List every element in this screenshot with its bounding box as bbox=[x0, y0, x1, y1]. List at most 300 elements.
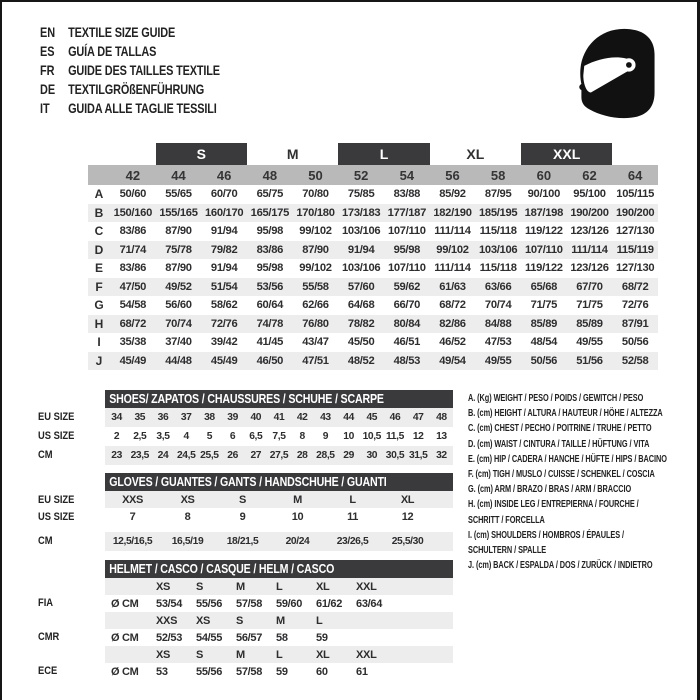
measure-value: 35/38 bbox=[119, 336, 147, 349]
measure-value: 48/54 bbox=[530, 336, 558, 349]
measure-value: 123/126 bbox=[570, 225, 609, 238]
shoes-cell: 31,5 bbox=[408, 450, 428, 461]
shoes-cell: 27,5 bbox=[269, 450, 289, 461]
helmet-size-cell: XXL bbox=[356, 580, 377, 593]
gloves-title: GLOVES / GUANTES / GANTS / HANDSCHUHE / GUANTI bbox=[109, 475, 387, 489]
gloves-cell: 23/26,5 bbox=[336, 536, 369, 547]
shoes-cell: 46 bbox=[389, 412, 401, 423]
diameter-cm-label: Ø CM bbox=[111, 665, 139, 678]
measure-value: 63/66 bbox=[484, 280, 512, 293]
measure-letter: E bbox=[94, 261, 103, 276]
helmet-size-cell: XXS bbox=[156, 614, 178, 627]
helmet-value-cell: 59 bbox=[316, 631, 328, 644]
measure-value: 99/102 bbox=[299, 262, 332, 275]
size-50: 50 bbox=[308, 167, 323, 183]
gloves-cell: 18/21,5 bbox=[226, 536, 259, 547]
measure-value: 127/130 bbox=[615, 225, 655, 238]
helmet-size-table bbox=[105, 578, 453, 680]
shoes-cell: 30,5 bbox=[385, 450, 405, 461]
measure-value: 45/49 bbox=[210, 354, 238, 367]
helmet-size-cell: XXL bbox=[356, 648, 377, 661]
size-group-xxl: XXL bbox=[521, 143, 612, 165]
gloves-cell: M bbox=[293, 493, 302, 506]
frame-top-edge bbox=[0, 0, 700, 2]
measure-value: 87/90 bbox=[165, 225, 192, 238]
measure-value: 54/58 bbox=[119, 299, 147, 312]
gloves-cell: 25,5/30 bbox=[391, 536, 424, 547]
measure-value: 160/170 bbox=[204, 206, 244, 219]
shoes-cell: 37 bbox=[180, 412, 192, 423]
measure-row-c bbox=[88, 222, 658, 241]
size-group-s: S bbox=[156, 143, 247, 165]
measure-value: 44/48 bbox=[165, 354, 192, 367]
gloves-us-row bbox=[105, 508, 453, 525]
measure-row-i bbox=[88, 333, 658, 352]
measure-letter: F bbox=[95, 279, 103, 294]
gloves-cm-label: CM bbox=[38, 535, 53, 547]
measure-value: 83/86 bbox=[119, 225, 147, 238]
gloves-cell: 9 bbox=[239, 510, 246, 523]
measure-value: 37/40 bbox=[165, 336, 192, 349]
legend-line: C. (cm) CHEST / PECHO / POITRINE / TRUHE / PETTO bbox=[468, 422, 652, 435]
measure-value: 103/106 bbox=[478, 243, 518, 256]
measure-value: 90/100 bbox=[527, 188, 561, 201]
gloves-cm-row bbox=[105, 532, 453, 551]
measure-value: 95/98 bbox=[393, 243, 421, 256]
shoes-cell: 28 bbox=[296, 450, 308, 461]
measure-value: 65/75 bbox=[256, 188, 284, 201]
shoes-cell: 44 bbox=[343, 412, 354, 423]
measure-value: 83/88 bbox=[393, 188, 421, 201]
measure-value: 111/114 bbox=[571, 243, 608, 256]
shoes-cell: 24,5 bbox=[176, 450, 196, 461]
gloves-cell: 12,5/16,5 bbox=[112, 536, 153, 547]
shoes-cell: 24 bbox=[157, 450, 169, 461]
helmet-size-cell: XS bbox=[156, 648, 171, 661]
shoes-cell: 23,5 bbox=[130, 450, 150, 461]
helmet-value-cell: 58 bbox=[276, 631, 288, 644]
shoes-cell: 38 bbox=[204, 412, 215, 423]
gloves-eu-row bbox=[105, 491, 453, 508]
measure-value: 66/70 bbox=[393, 299, 421, 312]
helmet-value-cell: 53 bbox=[156, 665, 168, 678]
language-code: DE bbox=[40, 81, 56, 97]
shoes-cell: 29 bbox=[343, 450, 354, 461]
shoes-cell: 10,5 bbox=[362, 431, 382, 442]
measure-value: 52/58 bbox=[621, 354, 649, 367]
helmet-value-cell: 52/53 bbox=[156, 631, 183, 644]
measure-value: 68/72 bbox=[439, 299, 466, 312]
helmet-sizes-row-cmr bbox=[105, 612, 453, 629]
measure-value: 182/190 bbox=[433, 206, 472, 219]
shoes-cell: 47 bbox=[412, 412, 424, 423]
shoes-cell: 48 bbox=[436, 412, 447, 423]
measure-value: 170/180 bbox=[296, 206, 335, 219]
size-60: 60 bbox=[536, 167, 552, 183]
helmet-size-cell: XS bbox=[196, 614, 211, 627]
measure-value: 103/106 bbox=[341, 262, 381, 275]
language-label: TEXTILGRÖßENFÜHRUNG bbox=[68, 81, 205, 97]
measure-value: 78/82 bbox=[347, 317, 375, 330]
measure-value: 55/65 bbox=[165, 188, 192, 201]
measure-value: 56/60 bbox=[165, 299, 192, 312]
measurement-legend bbox=[468, 391, 700, 573]
helmet-value-cell: 53/54 bbox=[156, 597, 183, 610]
measure-value: 70/74 bbox=[165, 317, 192, 330]
measure-letter: B bbox=[94, 205, 104, 220]
gloves-cell: S bbox=[239, 493, 246, 506]
measure-value: 50/56 bbox=[621, 336, 649, 349]
shoes-cell: 41 bbox=[273, 412, 285, 423]
shoes-eu-size-label: EU SIZE bbox=[38, 411, 75, 423]
measure-value: 91/94 bbox=[347, 243, 375, 256]
measure-value: 45/50 bbox=[347, 336, 375, 349]
legend-line: F. (cm) TIGH / MUSLO / CUISSE / SCHENKEL / COSCIA bbox=[468, 467, 655, 480]
size-46: 46 bbox=[216, 167, 232, 183]
measure-row-a bbox=[88, 185, 658, 204]
textile-size-table bbox=[88, 143, 658, 370]
legend-line: J. (cm) BACK / ESPALDA / DOS / ZURÜCK / INDIETRO bbox=[468, 559, 653, 572]
language-row bbox=[40, 23, 220, 42]
measure-value: 79/82 bbox=[210, 243, 238, 256]
measure-value: 87/95 bbox=[484, 188, 512, 201]
frame-left-edge bbox=[0, 0, 2, 700]
shoes-cell: 27 bbox=[250, 450, 262, 461]
measure-value: 85/89 bbox=[576, 317, 603, 330]
shoes-cell: 39 bbox=[227, 412, 238, 423]
shoes-cell: 43 bbox=[320, 412, 331, 423]
shoes-cell: 9 bbox=[322, 431, 329, 442]
measure-value: 83/86 bbox=[119, 262, 147, 275]
shoes-cell: 3,5 bbox=[156, 431, 170, 442]
measure-value: 105/115 bbox=[616, 188, 655, 201]
measure-letter: G bbox=[94, 298, 104, 313]
language-row bbox=[40, 99, 220, 118]
measure-value: 49/55 bbox=[484, 354, 512, 367]
shoes-title: SHOES/ ZAPATOS / CHAUSSURES / SCHUHE / SCARPE bbox=[109, 392, 384, 406]
helmet-values-row-ece bbox=[105, 663, 453, 680]
measure-value: 103/106 bbox=[341, 225, 381, 238]
measure-value: 41/45 bbox=[256, 336, 284, 349]
language-label: GUIDA ALLE TAGLIE TESSILI bbox=[68, 100, 217, 116]
size-62: 62 bbox=[582, 167, 597, 183]
size-42: 42 bbox=[125, 167, 141, 183]
measure-value: 91/94 bbox=[210, 225, 238, 238]
measure-value: 95/98 bbox=[256, 262, 284, 275]
helmet-value-cell: 63/64 bbox=[356, 597, 383, 610]
measure-value: 85/89 bbox=[530, 317, 558, 330]
gloves-us-size-label: US SIZE bbox=[38, 511, 75, 523]
measure-value: 64/68 bbox=[347, 299, 375, 312]
cmr-label: CMR bbox=[38, 631, 60, 643]
ece-label: ECE bbox=[38, 665, 58, 677]
gloves-cell: 8 bbox=[184, 510, 191, 523]
measure-value: 155/165 bbox=[159, 206, 198, 219]
measure-row-b bbox=[88, 204, 658, 223]
helmet-size-cell: S bbox=[196, 580, 204, 593]
gloves-cell: 7 bbox=[129, 510, 136, 523]
measure-row-j bbox=[88, 352, 658, 371]
helmet-value-cell: 59 bbox=[276, 665, 288, 678]
helmet-icon bbox=[570, 26, 665, 121]
shoes-cell: 2,5 bbox=[133, 431, 147, 442]
measure-value: 49/52 bbox=[165, 280, 192, 293]
helmet-title: HELMET / CASCO / CASQUE / HELM / CASCO bbox=[109, 562, 335, 576]
shoes-cell: 11,5 bbox=[386, 431, 404, 442]
helmet-values-row-cmr bbox=[105, 629, 453, 646]
measure-value: 185/195 bbox=[478, 206, 518, 219]
shoes-eu-row bbox=[105, 408, 453, 427]
measure-value: 60/64 bbox=[256, 299, 284, 312]
measure-value: 61/63 bbox=[439, 280, 466, 293]
shoes-cell: 25,5 bbox=[200, 450, 219, 461]
shoes-cell: 5 bbox=[206, 431, 213, 442]
gloves-cell: 10 bbox=[291, 510, 304, 523]
gloves-eu-size-label: EU SIZE bbox=[38, 494, 75, 506]
size-64: 64 bbox=[627, 167, 643, 183]
shoes-cell: 4 bbox=[183, 431, 189, 442]
helmet-value-cell: 59/60 bbox=[276, 597, 303, 610]
shoes-cm-label: CM bbox=[38, 449, 53, 461]
measure-value: 107/110 bbox=[524, 243, 563, 256]
legend-line: I. (cm) SHOULDERS / HOMBROS / ÉPAULES / bbox=[468, 528, 625, 541]
legend-line: SCHRITT / FORCELLA bbox=[468, 513, 545, 526]
measure-value: 51/54 bbox=[210, 280, 238, 293]
shoes-size-table bbox=[105, 408, 453, 465]
measure-value: 107/110 bbox=[387, 262, 426, 275]
shoes-cell: 6,5 bbox=[249, 431, 263, 442]
shoes-cell: 28,5 bbox=[316, 450, 335, 461]
gloves-cell: XXS bbox=[122, 493, 143, 506]
language-row bbox=[40, 61, 220, 80]
language-label: GUÍA DE TALLAS bbox=[68, 43, 157, 59]
measure-row-d bbox=[88, 241, 658, 260]
language-label: TEXTILE SIZE GUIDE bbox=[68, 24, 176, 40]
size-48: 48 bbox=[262, 167, 278, 183]
helmet-value-cell: 57/58 bbox=[236, 597, 263, 610]
legend-line: B. (cm) HEIGHT / ALTURA / HAUTEUR / HÖHE / ALTEZZA bbox=[468, 407, 663, 420]
measure-value: 177/187 bbox=[387, 206, 426, 219]
gloves-cell: 11 bbox=[347, 510, 358, 523]
measure-row-e bbox=[88, 259, 658, 278]
measure-value: 70/80 bbox=[302, 188, 329, 201]
size-54: 54 bbox=[399, 167, 415, 183]
language-list bbox=[40, 23, 220, 118]
size-group-xl: XL bbox=[466, 146, 485, 162]
gloves-cell: XS bbox=[180, 493, 195, 506]
helmet-size-cell: XL bbox=[316, 648, 330, 661]
helmet-title-bar bbox=[105, 560, 453, 578]
shoes-title-bar bbox=[105, 390, 453, 408]
measure-value: 51/56 bbox=[576, 354, 603, 367]
measure-value: 68/72 bbox=[621, 280, 649, 293]
measure-value: 39/42 bbox=[210, 336, 238, 349]
language-label: GUIDE DES TAILLES TEXTILE bbox=[68, 62, 220, 78]
shoes-cell: 30 bbox=[366, 450, 378, 461]
helmet-value-cell: 55/56 bbox=[196, 665, 223, 678]
shoes-cell: 7,5 bbox=[272, 431, 286, 442]
shoes-cell: 8 bbox=[299, 431, 305, 442]
measure-value: 49/55 bbox=[576, 336, 603, 349]
measure-letter: A bbox=[94, 187, 104, 202]
measure-value: 173/183 bbox=[341, 206, 381, 219]
helmet-value-cell: 55/56 bbox=[196, 597, 223, 610]
measure-value: 75/78 bbox=[165, 243, 192, 256]
shoes-cell: 36 bbox=[157, 412, 169, 423]
measure-value: 71/75 bbox=[576, 299, 603, 312]
helmet-size-cell: S bbox=[236, 614, 244, 627]
helmet-value-cell: 56/57 bbox=[236, 631, 263, 644]
gloves-cell: 12 bbox=[401, 510, 414, 523]
measure-value: 47/51 bbox=[302, 354, 329, 367]
measure-value: 47/53 bbox=[484, 336, 512, 349]
language-code: EN bbox=[40, 24, 56, 40]
language-row bbox=[40, 42, 220, 61]
helmet-size-cell: L bbox=[316, 614, 323, 627]
gloves-cell: 16,5/19 bbox=[171, 536, 204, 547]
helmet-empty-cell bbox=[105, 578, 153, 595]
measure-letter: I bbox=[97, 335, 101, 350]
shoes-cell: 42 bbox=[296, 412, 308, 423]
measure-value: 59/62 bbox=[393, 280, 421, 293]
legend-line: G. (cm) ARM / BRAZO / BRAS / ARM / BRACCIO bbox=[468, 483, 632, 496]
measure-value: 107/110 bbox=[387, 225, 426, 238]
size-group-row bbox=[88, 143, 658, 165]
legend-line: A. (Kg) WEIGHT / PESO / POIDS / GEWITCH / PESO bbox=[468, 392, 644, 404]
measure-value: 127/130 bbox=[615, 262, 655, 275]
helmet-sizes-row-fia bbox=[105, 578, 453, 595]
shoes-us-row bbox=[105, 427, 453, 446]
gloves-size-table bbox=[105, 491, 453, 551]
legend-line: SCHULTERN / SPALLE bbox=[468, 543, 547, 556]
shoes-cell: 2 bbox=[113, 431, 120, 442]
helmet-value-cell: 60 bbox=[316, 665, 328, 678]
measure-value: 95/100 bbox=[573, 188, 606, 201]
measure-value: 76/80 bbox=[302, 317, 329, 330]
measure-value: 95/98 bbox=[256, 225, 284, 238]
measure-row-f bbox=[88, 278, 658, 297]
size-group-l: L bbox=[338, 143, 429, 165]
measure-value: 72/76 bbox=[210, 317, 238, 330]
measure-value: 50/60 bbox=[119, 188, 147, 201]
shoes-cell: 45 bbox=[366, 412, 378, 423]
shoes-cell: 6 bbox=[229, 431, 236, 442]
shoes-cell: 10 bbox=[343, 431, 354, 442]
measure-value: 74/78 bbox=[256, 317, 284, 330]
gloves-title-bar bbox=[105, 473, 453, 491]
helmet-size-cell: XL bbox=[316, 580, 330, 593]
shoes-cell: 34 bbox=[111, 412, 122, 423]
helmet-size-cell: S bbox=[196, 648, 204, 661]
numeric-size-row bbox=[88, 165, 658, 185]
helmet-size-cell: M bbox=[276, 614, 285, 627]
helmet-size-cell: M bbox=[236, 580, 245, 593]
measure-value: 58/62 bbox=[210, 299, 238, 312]
measure-value: 47/50 bbox=[119, 280, 147, 293]
measure-value: 53/56 bbox=[256, 280, 284, 293]
shoes-cell: 13 bbox=[436, 431, 447, 442]
measure-value: 91/94 bbox=[210, 262, 238, 275]
shoes-cell: 26 bbox=[227, 450, 238, 461]
helmet-size-cell: L bbox=[276, 648, 283, 661]
measure-row-g bbox=[88, 296, 658, 315]
measure-value: 87/90 bbox=[302, 243, 329, 256]
measure-value: 46/51 bbox=[393, 336, 421, 349]
helmet-empty-cell bbox=[105, 646, 153, 663]
measure-value: 115/119 bbox=[616, 243, 654, 256]
measure-value: 187/198 bbox=[524, 206, 563, 219]
shoes-cell: 35 bbox=[134, 412, 146, 423]
language-row bbox=[40, 80, 220, 99]
size-44: 44 bbox=[171, 167, 186, 183]
helmet-sizes-row-ece bbox=[105, 646, 453, 663]
legend-line: E. (cm) HIP / CADERA / HANCHE / HÜFTE / HIPS / BACINO bbox=[468, 452, 667, 465]
measure-value: 190/200 bbox=[570, 206, 609, 219]
measure-value: 68/72 bbox=[119, 317, 147, 330]
helmet-empty-cell bbox=[105, 612, 153, 629]
measure-value: 50/56 bbox=[530, 354, 558, 367]
size-group-m: M bbox=[286, 146, 299, 162]
measure-value: 119/122 bbox=[524, 225, 563, 238]
measure-value: 48/53 bbox=[393, 354, 421, 367]
size-58: 58 bbox=[490, 167, 506, 183]
measure-value: 150/160 bbox=[113, 206, 152, 219]
measure-value: 115/118 bbox=[479, 225, 517, 238]
measure-value: 46/52 bbox=[439, 336, 466, 349]
language-code: FR bbox=[40, 62, 55, 78]
helmet-value-cell: 61/62 bbox=[316, 597, 343, 610]
helmet-size-cell: L bbox=[276, 580, 283, 593]
measure-letter: C bbox=[94, 224, 104, 239]
measure-rows bbox=[88, 185, 658, 370]
measure-value: 99/102 bbox=[436, 243, 469, 256]
legend-line: H. (cm) INSIDE LEG / ENTREPIERNA / FOURCHE / bbox=[468, 498, 639, 511]
measure-value: 111/114 bbox=[434, 262, 471, 275]
gloves-cell: 20/24 bbox=[285, 536, 310, 547]
measure-value: 123/126 bbox=[570, 262, 609, 275]
measure-value: 87/90 bbox=[165, 262, 192, 275]
measure-value: 83/86 bbox=[256, 243, 284, 256]
measure-value: 99/102 bbox=[299, 225, 332, 238]
measure-row-h bbox=[88, 315, 658, 334]
measure-value: 111/114 bbox=[434, 225, 471, 238]
measure-value: 62/66 bbox=[302, 299, 329, 312]
size-56: 56 bbox=[445, 167, 460, 183]
measure-value: 71/75 bbox=[530, 299, 558, 312]
size-52: 52 bbox=[353, 167, 369, 183]
measure-value: 87/91 bbox=[621, 317, 649, 330]
measure-value: 46/50 bbox=[256, 354, 284, 367]
measure-value: 43/47 bbox=[302, 336, 329, 349]
shoes-cell: 23 bbox=[111, 450, 122, 461]
measure-value: 80/84 bbox=[393, 317, 421, 330]
shoes-cm-row bbox=[105, 446, 453, 465]
measure-value: 115/118 bbox=[479, 262, 517, 275]
helmet-size-cell: M bbox=[236, 648, 245, 661]
measure-value: 70/74 bbox=[484, 299, 512, 312]
measure-value: 165/175 bbox=[250, 206, 289, 219]
measure-value: 55/58 bbox=[302, 280, 329, 293]
shoes-cell: 40 bbox=[250, 412, 262, 423]
gloves-cell: XL bbox=[400, 493, 415, 506]
helmet-value-cell: 54/55 bbox=[196, 631, 223, 644]
measure-letter: D bbox=[94, 242, 104, 257]
diameter-cm-label: Ø CM bbox=[111, 597, 139, 610]
measure-value: 48/52 bbox=[347, 354, 375, 367]
measure-value: 190/200 bbox=[615, 206, 655, 219]
measure-value: 85/92 bbox=[439, 188, 466, 201]
measure-value: 45/49 bbox=[119, 354, 147, 367]
